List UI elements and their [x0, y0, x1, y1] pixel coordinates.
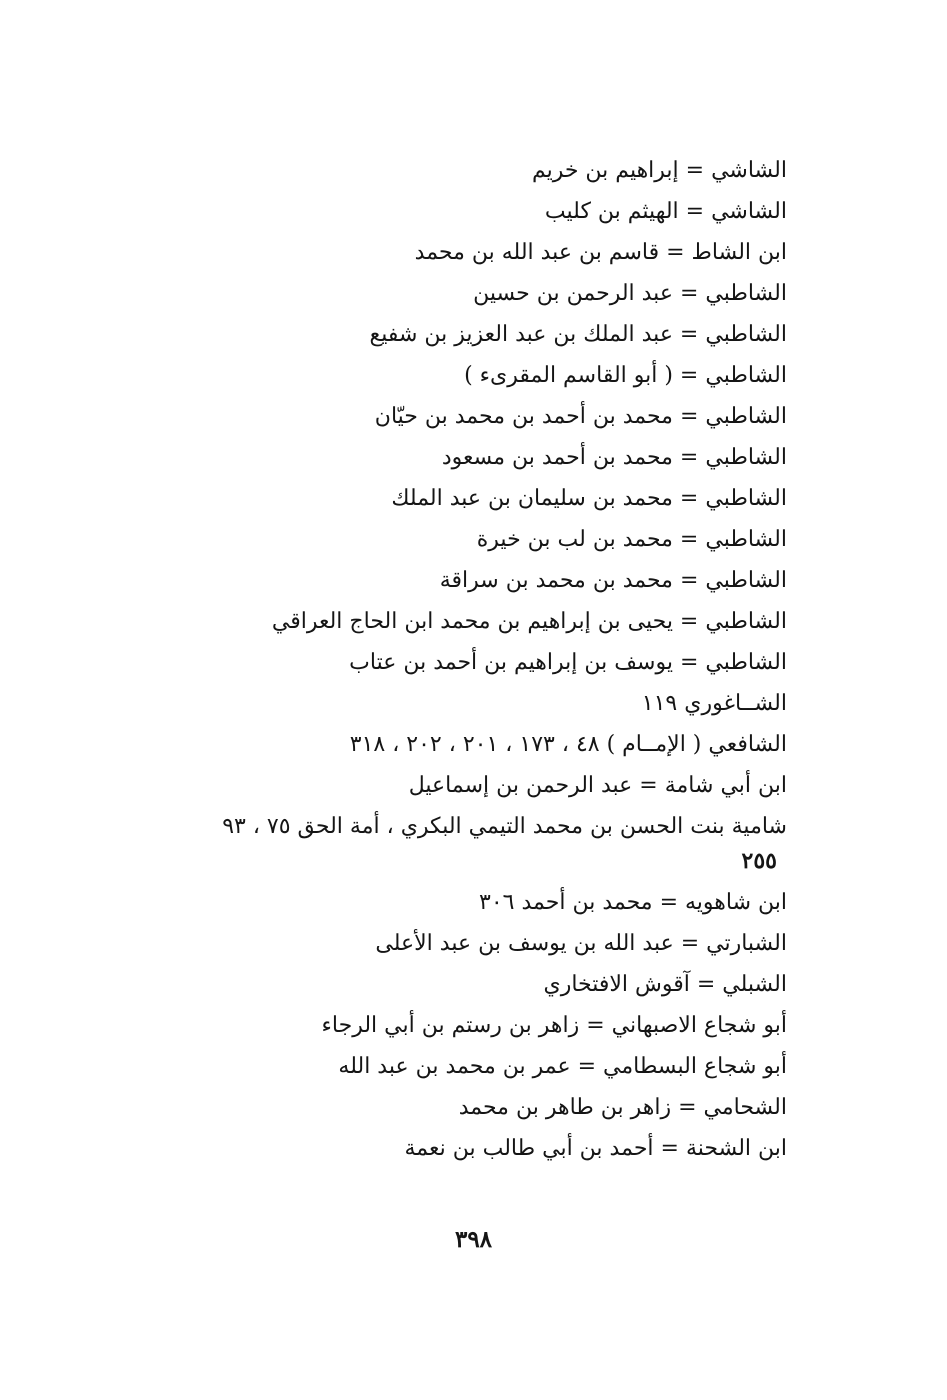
index-entry: الشاطبي = ( أبو القاسم المقرىء ) — [464, 363, 787, 388]
index-entry: ابن الشحنة = أحمد بن أبي طالب بن نعمة — [404, 1136, 787, 1161]
index-entry: الشاشي = الهيثم بن كليب — [544, 199, 787, 224]
index-entry: الشاطبي = يوسف بن إبراهيم بن أحمد بن عتاب — [349, 650, 787, 675]
index-entry: الشبارتي = عبد الله بن يوسف بن عبد الأعلى — [375, 931, 787, 956]
index-entry: الشبلي = آقوش الافتخاري — [543, 972, 787, 997]
index-entry: ابن الشاط = قاسم بن عبد الله بن محمد — [414, 240, 787, 265]
index-entry-continuation: ٢٥٥ — [741, 848, 777, 874]
index-entry: الشافعي ( الإمــام ) ٤٨ ، ١٧٣ ، ٢٠١ ، ٢٠٢ ، ٣١٨ — [349, 732, 787, 757]
index-entry: الشاطبي = محمد بن لب بن خيرة — [476, 527, 787, 552]
index-entry: الشاطبي = عبد الرحمن بن حسين — [473, 281, 787, 306]
index-entry: الشاطبي = عبد الملك بن عبد العزيز بن شفيع — [369, 322, 787, 347]
index-entry: الشاطبي = يحيى بن إبراهيم بن محمد ابن الحاج العراقي — [271, 609, 787, 634]
index-entry: الشاطبي = محمد بن أحمد بن مسعود — [441, 445, 787, 470]
index-entry: الشاطبي = محمد بن سليمان بن عبد الملك — [391, 486, 787, 511]
index-entry: أبو شجاع البسطامي = عمر بن محمد بن عبد الله — [338, 1054, 787, 1079]
index-entry: الشاطبي = محمد بن أحمد بن محمد بن حيّان — [374, 404, 787, 429]
index-entry: ابن شاهويه = محمد بن أحمد ٣٠٦ — [479, 890, 787, 915]
page-number: ٣٩٨ — [454, 1226, 493, 1253]
index-entry: ابن أبي شامة = عبد الرحمن بن إسماعيل — [408, 773, 787, 798]
index-entry-multiline — [127, 810, 787, 878]
index-entry: الشاطبي = محمد بن محمد بن سراقة — [439, 568, 787, 593]
index-entry: الشحامي = زاهر بن طاهر بن محمد — [458, 1095, 787, 1120]
index-entry: أبو شجاع الاصبهاني = زاهر بن رستم بن أبي الرجاء — [321, 1013, 787, 1038]
index-entry: الشــاغوري ١١٩ — [641, 691, 787, 716]
index-entry: الشاشي = إبراهيم بن خريم — [531, 158, 787, 183]
index-entries-list — [127, 150, 787, 1169]
index-entry-text: شامية بنت الحسن بن محمد التيمي البكري ، أمة الحق ٧٥ ، ٩٣ — [222, 814, 787, 839]
